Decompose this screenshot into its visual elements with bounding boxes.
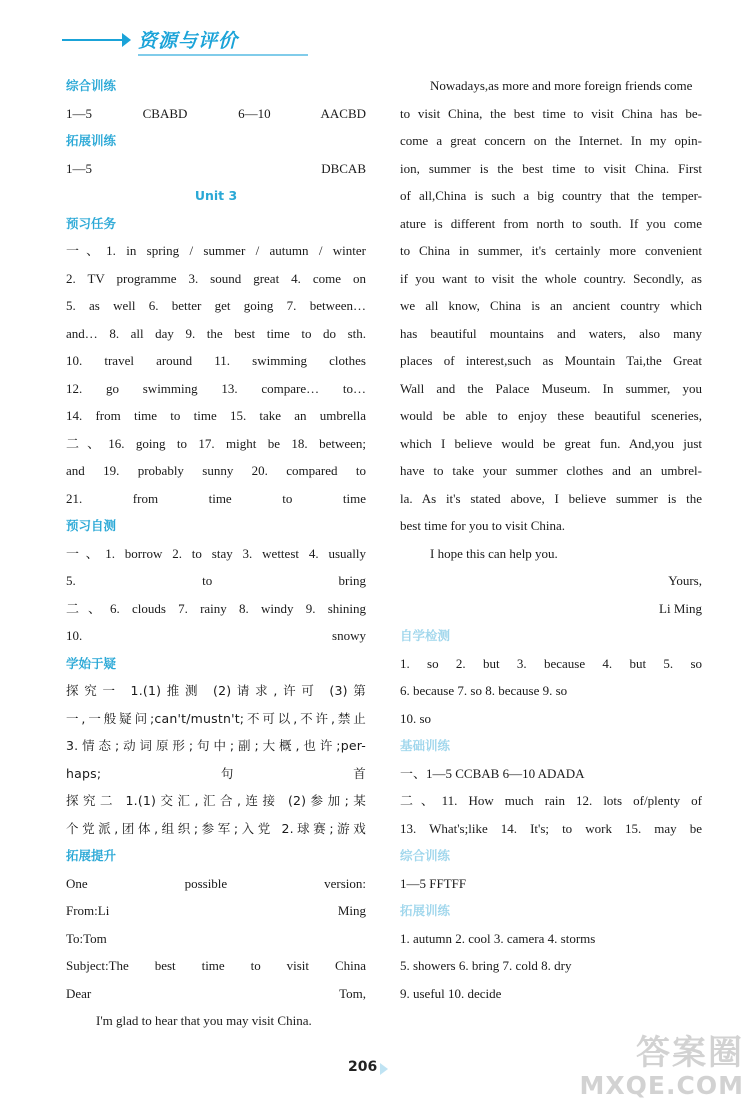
unit-title: Unit 3 xyxy=(194,188,238,203)
text-line: 二、11. How much rain 12. lots of/plenty of xyxy=(400,793,702,808)
text-line: and 19. probably sunny 20. compared to xyxy=(66,463,366,478)
text-line: 5. showers 6. bring 7. cold 8. dry xyxy=(400,958,572,973)
right-column xyxy=(400,72,702,1007)
text-line: places of interest,such as Mountain Tai,the Great xyxy=(400,353,702,368)
text-line: 10. snowy xyxy=(66,628,366,643)
text-line: One possible version: xyxy=(66,875,366,891)
text-line: 1—5 FFTFF xyxy=(400,875,467,891)
text-line: 一,一般疑问;can't/mustn't;不可以,不许,禁止 xyxy=(66,710,366,726)
text-line: 二、6. clouds 7. rainy 8. windy 9. shining xyxy=(66,600,366,616)
arrow-icon xyxy=(122,33,131,47)
text-line: Wall and the Palace Museum. In summer, you xyxy=(400,380,702,396)
left-column xyxy=(66,72,366,1035)
paragraph-start-line: Nowadays,as more and more foreign friends come xyxy=(430,78,693,93)
text-line: 二、16. going to 17. might be 18. between; xyxy=(66,435,366,451)
signature-line: Li Ming xyxy=(659,600,702,616)
section-heading: 综合训练 xyxy=(400,848,451,863)
text-line: 10. travel around 11. swimming clothes xyxy=(66,353,366,368)
text-line: 1. autumn 2. cool 3. camera 4. storms xyxy=(400,930,596,946)
text-line: 3.情态;动词原形;句中;副;大概,也许;per- xyxy=(66,738,366,753)
signature-line: Yours, xyxy=(668,573,702,588)
page-number: 206 xyxy=(348,1059,378,1075)
section-heading: 预习任务 xyxy=(66,215,117,231)
text-line: 13. What's;like 14. It's; to work 15. may be xyxy=(400,820,702,836)
text-line: 1—5 CBABD 6—10 AACBD xyxy=(66,105,366,121)
watermark-url: MXQE.COM xyxy=(579,1071,744,1100)
watermark xyxy=(580,1034,744,1100)
text-line: 5. as well 6. better get going 7. between… xyxy=(66,298,366,313)
section-heading: 预习自测 xyxy=(66,518,117,533)
text-line: To:Tom xyxy=(66,930,107,946)
watermark-logo-text: 答案圈 xyxy=(636,1033,744,1073)
text-line: 一、1. borrow 2. to stay 3. wettest 4. usually xyxy=(66,545,366,561)
text-line: 21. from time to time xyxy=(66,490,366,506)
text-line: la. As it's stated above, I believe summer is the xyxy=(400,490,702,506)
text-line: 1. so 2. but 3. because 4. but 5. so xyxy=(400,655,702,671)
text-line: Dear Tom, xyxy=(66,985,366,1001)
text-line: of all,China is such a big country that the temper- xyxy=(400,188,702,203)
header-rule-line xyxy=(62,39,124,41)
text-line: ion, summer is the best time to visit China. First xyxy=(400,160,702,176)
header-underline xyxy=(138,54,308,56)
text-line: 探究一 1.(1)推测 (2)请求,许可 (3)第 xyxy=(66,683,366,698)
text-line: and… 8. all day 9. the best time to do sth. xyxy=(66,325,366,341)
paragraph-start-line: I'm glad to hear that you may visit China. xyxy=(96,1013,312,1028)
text-line: Subject:The best time to visit China xyxy=(66,958,366,973)
text-line: 6. because 7. so 8. because 9. so xyxy=(400,683,568,698)
text-line: From:Li Ming xyxy=(66,903,366,918)
text-line: best time for you to visit China. xyxy=(400,518,566,533)
section-heading: 自学检测 xyxy=(400,628,451,643)
section-heading: 拓展提升 xyxy=(66,848,117,863)
text-line: 14. from time to time 15. take an umbrella xyxy=(66,408,366,423)
section-heading: 基础训练 xyxy=(400,738,451,753)
section-heading: 拓展训练 xyxy=(400,903,451,918)
text-line: ature is different from north to south. If you come xyxy=(400,215,702,231)
section-heading: 综合训练 xyxy=(66,78,117,93)
text-line: 2. TV programme 3. sound great 4. come on xyxy=(66,270,366,286)
header-title: 资源与评价 xyxy=(138,30,239,52)
text-line: if you want to visit the whole country. Secondly, as xyxy=(400,270,702,286)
text-line: 一、1. in spring / summer / autumn / winter xyxy=(66,243,366,258)
text-line: have to take your summer clothes and an umbrel- xyxy=(400,463,702,478)
text-line: 5. to bring xyxy=(66,573,366,588)
text-line: 10. so xyxy=(400,710,432,726)
section-heading: 学始于疑 xyxy=(66,655,117,671)
section-heading: 拓展训练 xyxy=(66,133,117,148)
text-line: would be able to enjoy these beautiful sceneries, xyxy=(400,408,702,423)
text-line: we all know, China is an ancient country which xyxy=(400,298,702,313)
text-line: to China in summer, it's certainly more convenient xyxy=(400,243,702,258)
text-line: 9. useful 10. decide xyxy=(400,985,502,1001)
text-line: 探究二 1.(1)交汇,汇合,连接 (2)参加;某 xyxy=(66,793,366,808)
text-line: 个党派,团体,组织;参军;入党 2.球赛;游戏 xyxy=(66,820,366,836)
text-line: haps;句首 xyxy=(66,765,366,781)
text-line: 一、1—5 CCBAB 6—10 ADADA xyxy=(400,765,585,781)
text-line: 12. go swimming 13. compare… to… xyxy=(66,380,366,396)
paragraph-start-line: I hope this can help you. xyxy=(430,545,558,561)
page-number-arrow-icon xyxy=(380,1063,388,1075)
text-line: which I believe would be great fun. And,you just xyxy=(400,435,702,451)
page-header xyxy=(62,22,252,58)
text-line: 1—5 DBCAB xyxy=(66,160,366,176)
text-line: come a great concern on the Internet. In my opin- xyxy=(400,133,702,148)
text-line: to visit China, the best time to visit China has be- xyxy=(400,105,702,121)
text-line: has beautiful mountains and waters, also many xyxy=(400,325,702,341)
